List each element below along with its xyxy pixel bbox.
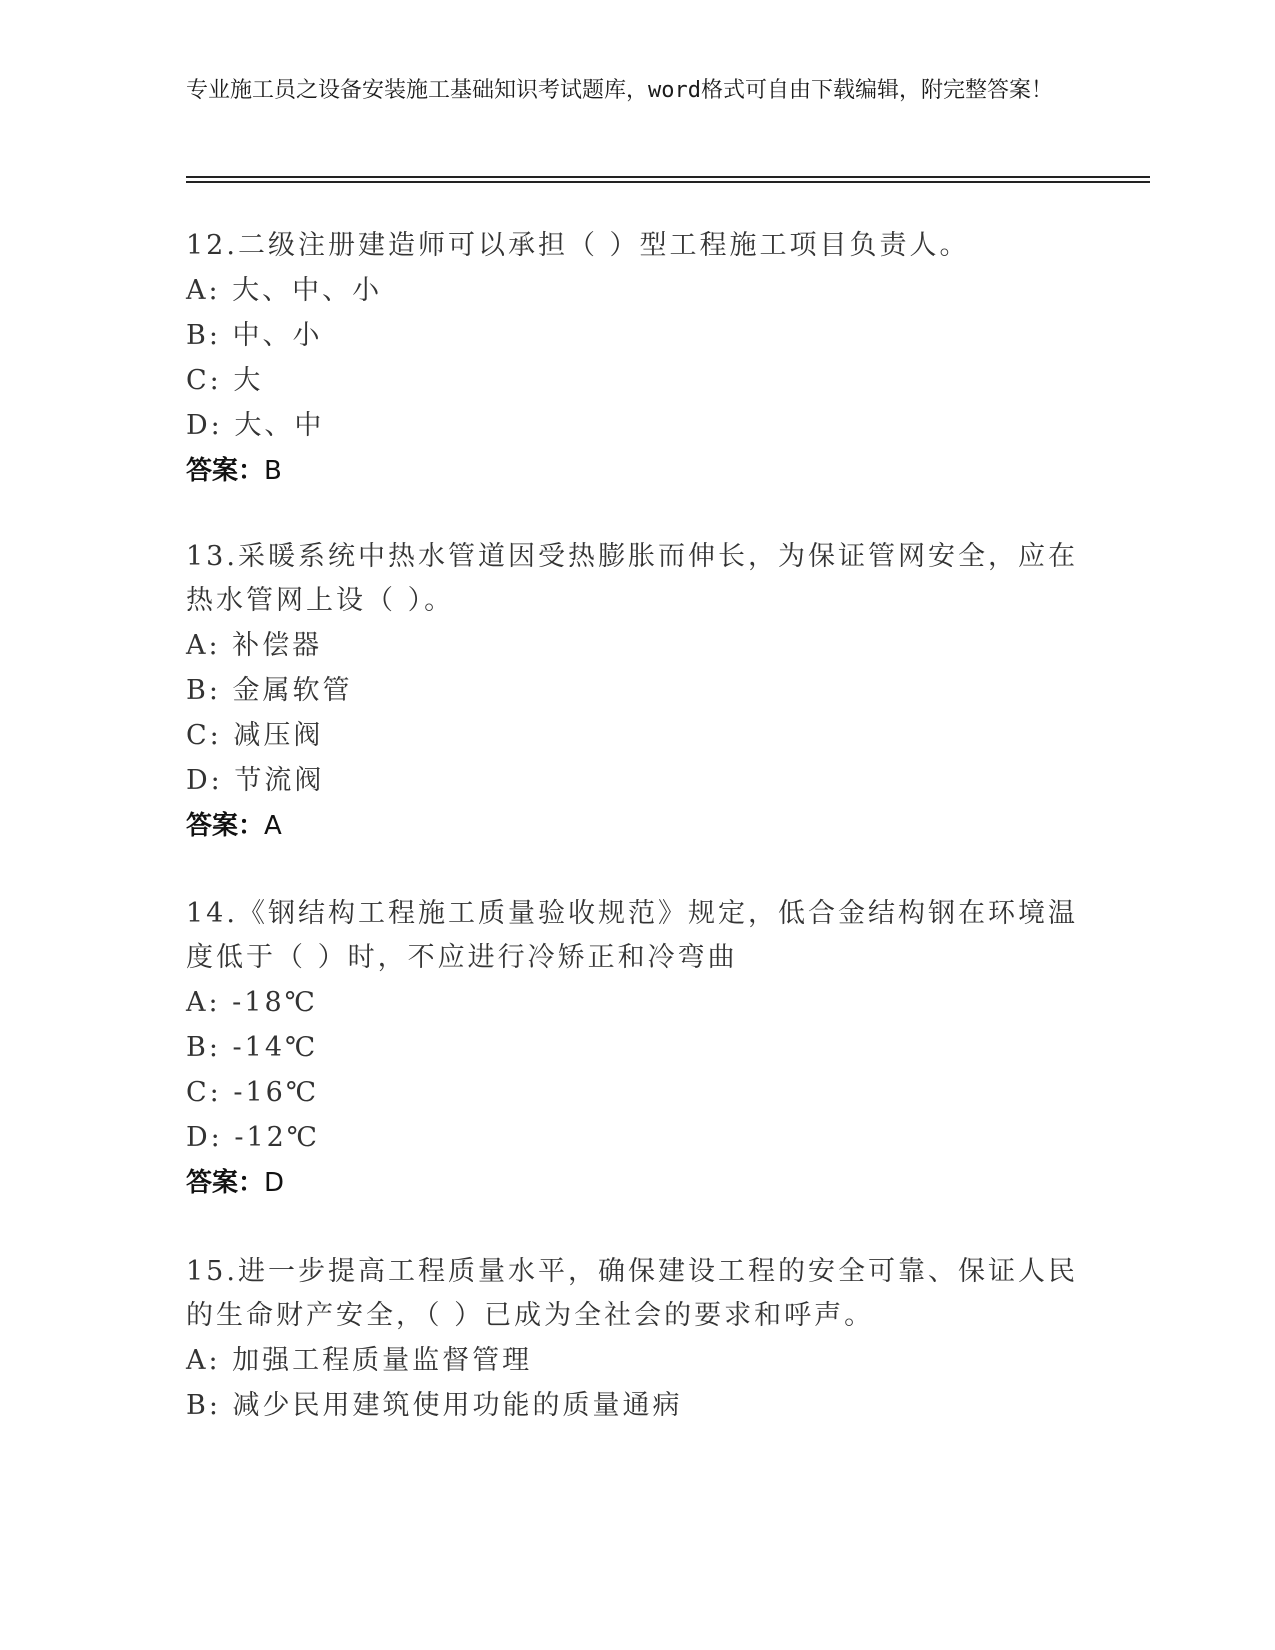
option-d: D: -12℃ — [186, 1122, 321, 1153]
answer-value: B — [264, 456, 282, 486]
answer-value: D — [264, 1168, 285, 1198]
question-15 — [186, 1250, 1086, 1428]
answer-line — [186, 803, 1086, 849]
question-14 — [186, 892, 1086, 1206]
option-a: A: -18℃ — [186, 987, 318, 1018]
option-b: B: 减少民用建筑使用功能的质量通病 — [186, 1390, 683, 1421]
question-stem: 12.二级注册建造师可以承担（ ）型工程施工项目负责人。 — [186, 230, 970, 261]
option-a: A: 加强工程质量监督管理 — [186, 1345, 533, 1376]
option-b: B: 中、小 — [186, 320, 323, 351]
answer-line — [186, 448, 1086, 494]
header-divider — [186, 181, 1150, 183]
option-b: B: 金属软管 — [186, 675, 353, 706]
option-d: D: 大、中 — [186, 410, 325, 441]
question-stem: 14.《钢结构工程施工质量验收规范》规定，低合金结构钢在环境温度低于（ ）时，不应进行冷矫正和冷弯曲 — [186, 898, 1078, 973]
question-13 — [186, 535, 1086, 849]
header-divider — [186, 176, 1150, 178]
answer-label: 答案： — [186, 1168, 265, 1198]
answer-label: 答案： — [186, 456, 265, 486]
option-a: A: 补偿器 — [186, 630, 323, 661]
answer-value: A — [264, 811, 282, 841]
option-b: B: -14℃ — [186, 1032, 319, 1063]
answer-label: 答案： — [186, 811, 265, 841]
option-d: D: 节流阀 — [186, 765, 325, 796]
document-header — [186, 74, 1066, 107]
option-a: A: 大、中、小 — [186, 275, 383, 306]
question-stem: 15.进一步提高工程质量水平，确保建设工程的安全可靠、保证人民的生命财产安全，（ ）已成为全社会的要求和呼声。 — [186, 1256, 1078, 1331]
option-c: C: -16℃ — [186, 1077, 320, 1108]
question-stem: 13.采暖系统中热水管道因受热膨胀而伸长，为保证管网安全，应在热水管网上设（ ）。 — [186, 541, 1078, 616]
option-c: C: 大 — [186, 365, 264, 396]
header-title: 专业施工员之设备安装施工基础知识考试题库，word格式可自由下载编辑，附完整答案！ — [186, 78, 1053, 103]
question-12 — [186, 224, 1086, 494]
option-c: C: 减压阀 — [186, 720, 324, 751]
answer-line — [186, 1160, 1086, 1206]
